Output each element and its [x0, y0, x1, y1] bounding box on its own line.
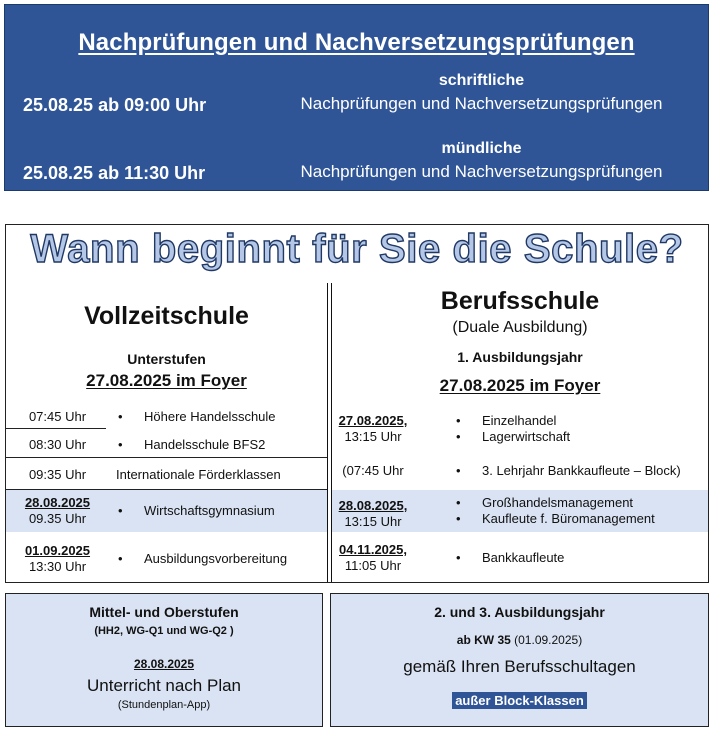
calendar-week-date: (01.09.2025) [514, 633, 583, 647]
block-classes-line [331, 692, 708, 710]
program-name: Lagerwirtschaft [482, 429, 571, 444]
program-name: Internationale Förderklassen [116, 467, 281, 482]
fulltime-row [6, 405, 327, 428]
banner-desc-text: Nachprüfungen und Nachversetzungsprüfungen [300, 162, 663, 181]
time-cell [10, 467, 105, 483]
banner-type: schriftliche [438, 72, 525, 89]
banner-desc-text: Nachprüfungen und Nachversetzungsprüfungen [300, 94, 663, 113]
fulltime-school-title: Vollzeitschule [84, 302, 249, 330]
fulltime-row [6, 429, 327, 457]
vocational-start-date: 27.08.2025 im Foyer [439, 376, 601, 395]
time-text: 13:30 Uhr [28, 559, 87, 574]
time-text: 13:15 Uhr [344, 429, 402, 444]
calendar-week-line [331, 633, 708, 647]
program-item [118, 437, 265, 453]
calendar-week: ab KW 35 [456, 633, 511, 647]
time-text: 07:45 Uhr [28, 409, 87, 424]
program-item [456, 413, 556, 429]
time-cell [336, 498, 410, 530]
date-text: 28.08.2025, [338, 498, 408, 513]
headline: Wann beginnt für Sie die Schule? [30, 227, 684, 271]
banner-desc [261, 138, 702, 184]
time-cell [336, 413, 410, 445]
upper-levels-text: Unterricht nach Plan [86, 676, 242, 695]
bullet: • [456, 463, 461, 478]
first-year-label: 1. Ausbildungsjahr [457, 349, 583, 365]
bullet: • [456, 511, 461, 526]
bullet: • [456, 550, 461, 565]
banner-time: 25.08.25 ab 11:30 Uhr [23, 163, 206, 183]
program-item [116, 467, 281, 483]
banner-desc [261, 70, 702, 116]
vocational-school-title: Berufsschule [440, 287, 600, 315]
banner-row-oral [5, 138, 708, 188]
program-name: Kaufleute f. Büromanagement [482, 511, 655, 526]
program-name: Wirtschaftsgymnasium [144, 503, 275, 518]
time-cell [10, 409, 105, 425]
time-text: 09:35 Uhr [28, 467, 87, 482]
bullet: • [118, 503, 123, 518]
program-name: Großhandelsmanagement [482, 495, 634, 510]
program-name: Bankkaufleute [482, 550, 565, 565]
time-cell [336, 542, 410, 574]
bullet: • [456, 429, 461, 444]
date-text: 27.08.2025, [338, 413, 408, 428]
time-text: 09.35 Uhr [28, 511, 87, 526]
program-item [456, 429, 570, 445]
program-item [456, 463, 681, 479]
block-classes-badge: außer Block-Klassen [452, 692, 587, 709]
program-name: Einzelhandel [482, 413, 557, 428]
banner-type: mündliche [441, 140, 522, 157]
fulltime-row [6, 490, 327, 532]
program-item [456, 495, 633, 511]
date-text: 04.11.2025, [339, 542, 407, 557]
vocational-row [332, 490, 708, 532]
fulltime-row [6, 532, 327, 582]
program-name: 3. Lehrjahr Bankkaufleute – Block) [482, 463, 681, 478]
program-item [118, 551, 287, 567]
program-name: Höhere Handelsschule [144, 409, 276, 424]
banner-time: 25.08.25 ab 09:00 Uhr [23, 95, 207, 115]
banner-title: Nachprüfungen und Nachversetzungsprüfungen [78, 29, 635, 56]
fulltime-start-date: 27.08.2025 im Foyer [86, 371, 247, 390]
bullet: • [456, 413, 461, 428]
time-cell [10, 437, 105, 453]
bullet: • [118, 437, 123, 452]
program-name: Handelsschule BFS2 [144, 437, 266, 452]
schedule-box [5, 224, 709, 583]
lower-level-label: Unterstufen [127, 351, 206, 367]
time-cell [10, 495, 105, 527]
program-item [118, 503, 275, 519]
date-text: 01.09.2025 [24, 543, 91, 558]
vocational-row [332, 455, 708, 489]
program-name: Ausbildungsvorbereitung [144, 551, 288, 566]
bullet: • [118, 409, 123, 424]
time-text: 08:30 Uhr [28, 437, 87, 452]
timetable-app-note: (Stundenplan-App) [117, 699, 211, 711]
fulltime-row [6, 458, 327, 489]
school-days-text: gemäß Ihren Berufsschultagen [403, 657, 636, 676]
later-years-box [330, 593, 709, 727]
vocational-row [332, 408, 708, 452]
time-cell [336, 463, 410, 479]
upper-levels-classes: (HH2, WG-Q1 und WG-Q2 ) [94, 625, 234, 637]
exam-banner [4, 4, 709, 191]
time-text: (07:45 Uhr [342, 463, 404, 478]
time-text: 11:05 Uhr [344, 558, 402, 573]
bullet: • [456, 495, 461, 510]
time-cell [10, 543, 105, 575]
vocational-row [332, 532, 708, 582]
upper-levels-box [5, 593, 323, 727]
date-text: 28.08.2025 [24, 495, 91, 510]
later-years-heading: 2. und 3. Ausbildungsjahr [434, 604, 605, 620]
program-item [456, 511, 655, 527]
program-item [118, 409, 276, 425]
dual-training-subtitle: (Duale Ausbildung) [452, 319, 588, 336]
bullet: • [118, 551, 123, 566]
upper-levels-heading: Mittel- und Oberstufen [89, 604, 239, 620]
upper-levels-date: 28.08.2025 [133, 657, 195, 671]
program-item [456, 550, 564, 566]
time-text: 13:15 Uhr [344, 514, 402, 529]
banner-row-written [5, 70, 708, 120]
